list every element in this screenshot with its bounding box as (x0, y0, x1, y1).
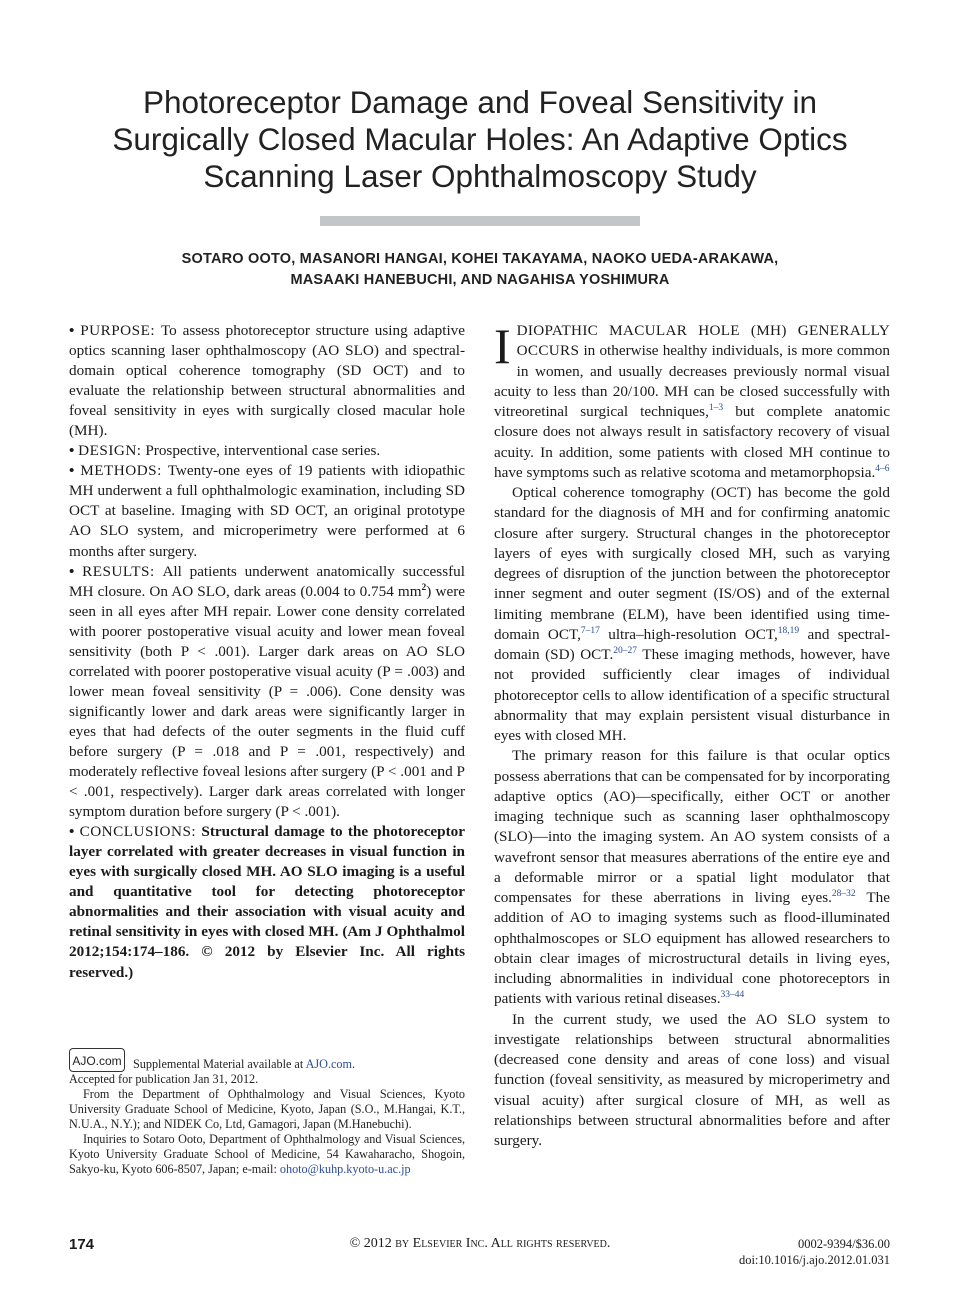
abstract-citation: (Am J Ophthalmol 2012;154:174–186. © 2012 by Elsevier Inc. All rights reserved.) (69, 923, 465, 981)
punctuation: . (352, 1057, 356, 1071)
reference-link[interactable]: 1–3 (708, 402, 724, 413)
inquiries-note (69, 1132, 465, 1177)
supplemental-link[interactable]: AJO.com (305, 1057, 352, 1071)
body-paragraph (494, 746, 890, 1009)
title-line: Photoreceptor Damage and Foveal Sensitivity in (142, 84, 818, 120)
body-text-run: but complete anatomic closure does not always result in satisfactory recovery of visual acuity. In addition, some patients with closed MH continue to have symptoms such as relative scotoma and metamorphopsia. (494, 403, 891, 481)
issn-block (739, 1236, 890, 1268)
affiliation-note: From the Department of Ophthalmology and Visual Sciences, Kyoto University Graduate School of Medicine, Kyoto, Japan (S.O., M.Hangai, K.T., N.U.A., N.Y.); and NIDEK Co, Ltd, Gamagori, Japan (M.Hanebuchi). (69, 1087, 465, 1131)
abstract-methods (69, 461, 465, 561)
body-paragraph (494, 318, 891, 483)
inquiries-text: Inquiries to Sotaro Ooto, Department of Ophthalmology and Visual Sciences, Kyoto University Graduate School of Medicine, 54 Kawaharacho, Shogoin, Sakyo-ku, Kyoto 606-8507, Japan; e-mail: (69, 1132, 465, 1176)
reference-link[interactable]: 18,19 (777, 625, 800, 636)
section-label: DESIGN: (78, 442, 142, 460)
accepted-date: Accepted for publication Jan 31, 2012. (69, 1072, 259, 1086)
author-list (60, 249, 900, 291)
abstract-results (69, 562, 465, 823)
bullet: • (69, 322, 75, 339)
abstract-text: To assess photoreceptor structure using adaptive optics scanning laser ophthalmoscopy (AO SLO) and spectral-domain optical coherence tomography (SD OCT) and to evaluate the relationship between structural abnormalities and foveal sensitivity in eyes with surgically closed macular hole (MH). (69, 322, 465, 440)
body-text (494, 318, 891, 1151)
page-number: 174 (69, 1236, 95, 1253)
article-title (60, 84, 900, 195)
abstract-text: Twenty-one eyes of 19 patients with idiopathic MH underwent a full ophthalmologic examination, including SD OCT at baseline. Imaging with SD OCT, an original prototype AO SLO system, and microperimetry were performed at 6 months after surgery. (69, 462, 466, 560)
body-text-run: The primary reason for this failure is that ocular optics possess aberrations that can be compensated for by incorporating adaptive optics (AO)—specifically, either OCT or another imaging technique such as scanning laser ophthalmoscopy (SLO)—into the imaging system. An AO system consists of a wavefront sensor that measures aberrations of the entire eye and a deformable mirror or a spatial light modulator that compensates for these aberrations in living eyes. (494, 747, 890, 906)
title-line: Scanning Laser Ophthalmoscopy Study (203, 158, 757, 194)
bullet: • (69, 462, 75, 480)
reference-link[interactable]: 33–44 (720, 990, 745, 1001)
body-text-run: The addition of AO to imaging systems such as flood-illuminated ophthalmoscopes or SLO equipment has allowed researchers to obtain clear images of microstructural details in living eyes, including abnormalities in individual cone photoreceptors in patients with various retinal diseases. (494, 889, 890, 1008)
abstract-text: ) were seen in all eyes after MH repair. Lower cone density correlated with poorer postoperative visual acuity and lower mean foveal sensitivity (both P < .001). Larger dark areas on AO SLO correlated with poorer postoperative visual acuity (P = .003) and lower mean foveal sensitivity (P = .006). Cone density was significantly lower and dark areas were significantly larger in eyes that had defects of the outer segments in the fluid cuff before surgery (P = .018 and P = .001, respectively) and moderately reflective foveal lesions after surgery (P < .001 and P < .001, respectively). Larger dark areas correlated with longer symptom duration before surgery (P < .001). (69, 582, 465, 821)
abstract (69, 321, 465, 983)
email-link[interactable]: ohoto@kuhp.kyoto-u.ac.jp (279, 1162, 411, 1176)
reference-link[interactable]: 20–27 (613, 645, 637, 656)
abstract-text: Structural damage to the photoreceptor layer correlated with greater decreases in visual function in eyes with surgically closed MH. AO SLO imaging is a useful and quantitative tool for detecting photoreceptor abnormalities and their association with visual acuity and retinal sensitivity in eyes with closed MH. (69, 823, 466, 941)
bullet: • (69, 823, 75, 841)
superscript: 2 (421, 582, 427, 593)
abstract-conclusions (69, 822, 465, 982)
supplemental-note (69, 1048, 465, 1072)
doi: doi:10.1016/j.ajo.2012.01.031 (738, 1253, 890, 1267)
bullet: • (69, 442, 75, 460)
abstract-purpose (69, 321, 465, 441)
reference-link[interactable]: 7–17 (580, 625, 600, 636)
footnotes (69, 1048, 465, 1177)
section-label: METHODS: (80, 462, 162, 480)
body-text-run: ultra–high-resolution OCT, (608, 625, 778, 643)
body-paragraph (494, 483, 890, 746)
body-text-run: Optical coherence tomography (OCT) has become the gold standard for the diagnosis of MH and for confirming anatomic closure after surgery. Structural changes in the photoreceptor layers of eyes with surgically closed MH, such as varying degrees of disruption of the junction between the photoreceptor inner segment and outer segment (IS/OS) and of the external limiting membrane (ELM), have been identified using time-domain OCT, (494, 484, 890, 643)
lead-in: DIOPATHIC MACULAR HOLE (MH) GENERALLY OCCURS (516, 322, 890, 360)
section-label: CONCLUSIONS: (79, 823, 197, 841)
author-line: MASAAKI HANEBUCHI, AND NAGAHISA YOSHIMURA (290, 272, 670, 288)
section-label: RESULTS: (82, 562, 155, 580)
author-line: SOTARO OOTO, MASANORI HANGAI, KOHEI TAKAYAMA, NAOKO UEDA-ARAKAWA, (181, 251, 779, 267)
title-divider (320, 216, 640, 226)
body-text-run: in otherwise healthy individuals, is more common in women, and usually decreases previously normal visual acuity to less than 20/100. MH can be closed successfully with vitreoretinal surgical techniques, (494, 342, 890, 420)
abstract-design (69, 441, 465, 461)
section-label: PURPOSE: (80, 322, 156, 339)
supplemental-text: Supplemental Material available at (133, 1057, 304, 1071)
issn: 0002-9394/$36.00 (797, 1237, 890, 1251)
abstract-text: Prospective, interventional case series. (145, 442, 381, 460)
ajo-logo: AJO.com (69, 1048, 125, 1072)
drop-cap: I (494, 318, 511, 374)
abstract-text: All patients underwent anatomically successful MH closure. On AO SLO, dark areas (0.004 to 0.754 mm (69, 562, 465, 600)
body-text-run: and spectral-domain (SD) OCT. (494, 625, 890, 663)
bullet: • (69, 562, 75, 580)
body-text-run: These imaging methods, however, have not provided sufficiently clear images of individual photoreceptor cells to allow identification of a specific structural abnormality that may explain persistent visual disturbance in eyes with closed MH. (494, 646, 890, 744)
body-paragraph: In the current study, we used the AO SLO system to investigate relationships between structural abnormalities (decreased cone density and areas of cone loss) and visual function (foveal sensitivity, as measured by microperimetry and visual acuity) after surgical closure of MH, as well as relationships between structural abnormalities before and after surgery. (494, 1010, 890, 1149)
reference-link[interactable]: 4–6 (875, 463, 890, 474)
reference-link[interactable]: 28–32 (831, 888, 856, 899)
title-line: Surgically Closed Macular Holes: An Adaptive Optics (112, 121, 848, 157)
copyright-notice: © 2012 by Elsevier Inc. All rights reserved. (349, 1236, 611, 1251)
